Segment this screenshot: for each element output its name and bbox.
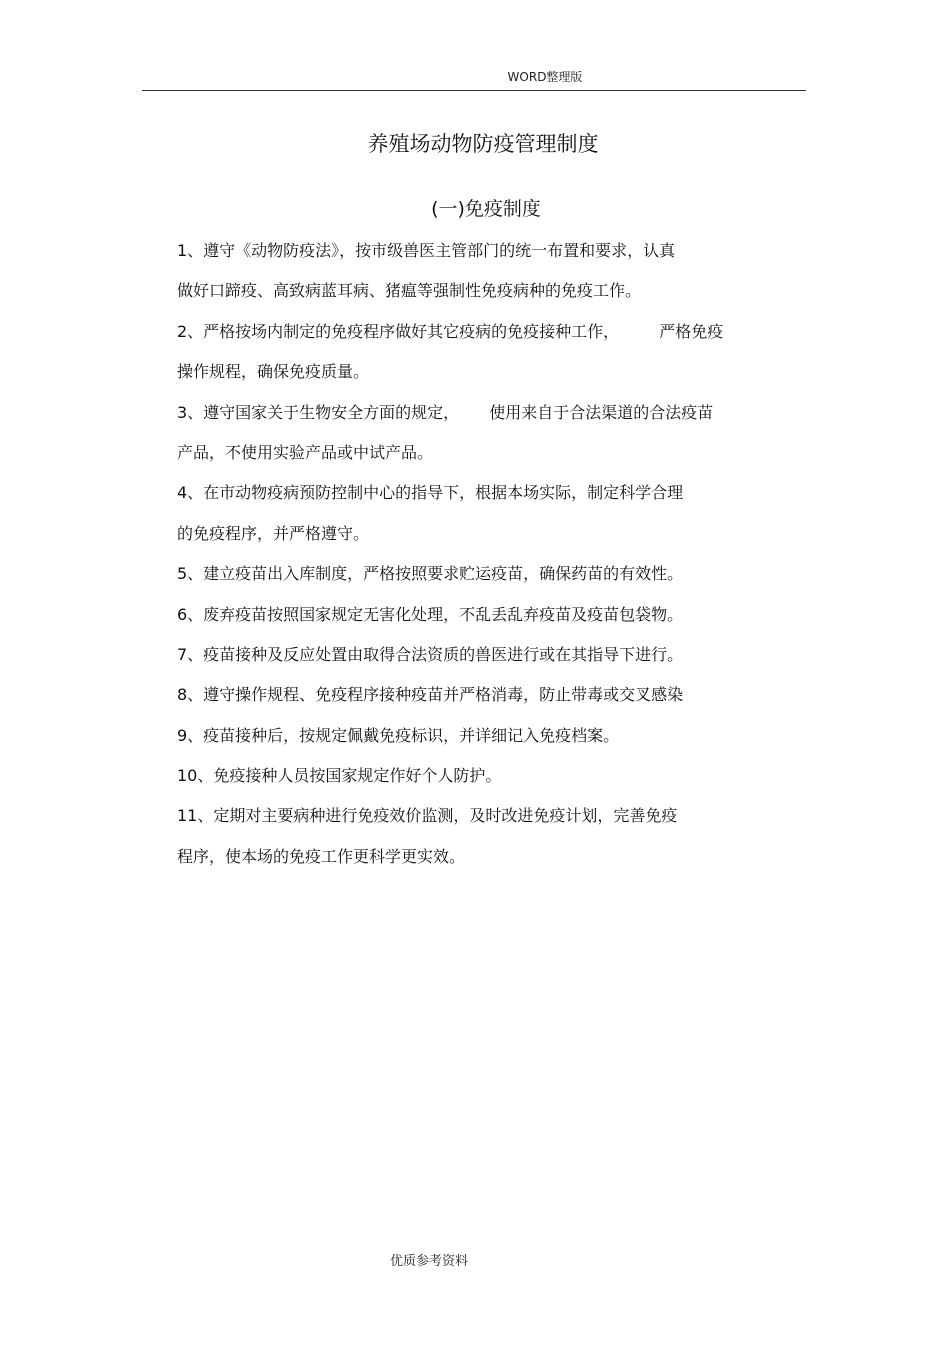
page-footer-text: 优质参考资料 bbox=[390, 1254, 469, 1269]
paragraph-text: 2、严格按场内制定的免疫程序做好其它疫病的免疫接种工作， bbox=[177, 321, 620, 341]
paragraph-text: 3、遵守国家关于生物安全方面的规定， bbox=[177, 402, 460, 422]
paragraph-line bbox=[177, 399, 787, 439]
paragraph-line: 做好口蹄疫、高致病蓝耳病、猪瘟等强制性免疫病种的免疫工作。 bbox=[177, 281, 642, 301]
paragraph-line: 9、疫苗接种后，按规定佩戴免疫标识，并详细记入免疫档案。 bbox=[177, 725, 620, 745]
header-divider bbox=[142, 90, 806, 91]
document-body bbox=[177, 237, 787, 883]
paragraph-line: 6、废弃疫苗按照国家规定无害化处理，不乱丢乱弃疫苗及疫苗包袋物。 bbox=[177, 604, 684, 624]
paragraph-line: 5、建立疫苗出入库制度，严格按照要求贮运疫苗，确保药苗的有效性。 bbox=[177, 564, 684, 584]
document-title: 养殖场动物防疫管理制度 bbox=[367, 132, 599, 156]
paragraph-line: 1、遵守《动物防疫法》，按市级兽医主管部门的统一布置和要求，认真 bbox=[177, 241, 676, 260]
paragraph-line: 程序，使本场的免疫工作更科学更实效。 bbox=[177, 846, 466, 866]
paragraph-line: 的免疫程序，并严格遵守。 bbox=[177, 523, 370, 543]
paragraph-line: 8、遵守操作规程、免疫程序接种疫苗并严格消毒，防止带毒或交叉感染 bbox=[177, 685, 684, 705]
paragraph-text: 严格免疫 bbox=[659, 321, 724, 341]
paragraph-line: 11、定期对主要病种进行免疫效价监测，及时改进免疫计划，完善免疫 bbox=[177, 806, 678, 826]
paragraph-line: 产品，不使用实验产品或中试产品。 bbox=[177, 442, 434, 462]
paragraph-line: 操作规程，确保免疫质量。 bbox=[177, 362, 370, 382]
paragraph-text: 使用来自于合法渠道的合法疫苗 bbox=[489, 402, 714, 422]
paragraph-line: 7、疫苗接种及反应处置由取得合法资质的兽医进行或在其指导下进行。 bbox=[177, 644, 684, 664]
page-header-text: WORD整理版 bbox=[507, 70, 583, 84]
section-title: (一)免疫制度 bbox=[431, 198, 541, 220]
paragraph-line bbox=[177, 318, 787, 358]
paragraph-line: 10、免疫接种人员按国家规定作好个人防护。 bbox=[177, 766, 502, 786]
paragraph-line: 4、在市动物疫病预防控制中心的指导下，根据本场实际，制定科学合理 bbox=[177, 483, 684, 503]
